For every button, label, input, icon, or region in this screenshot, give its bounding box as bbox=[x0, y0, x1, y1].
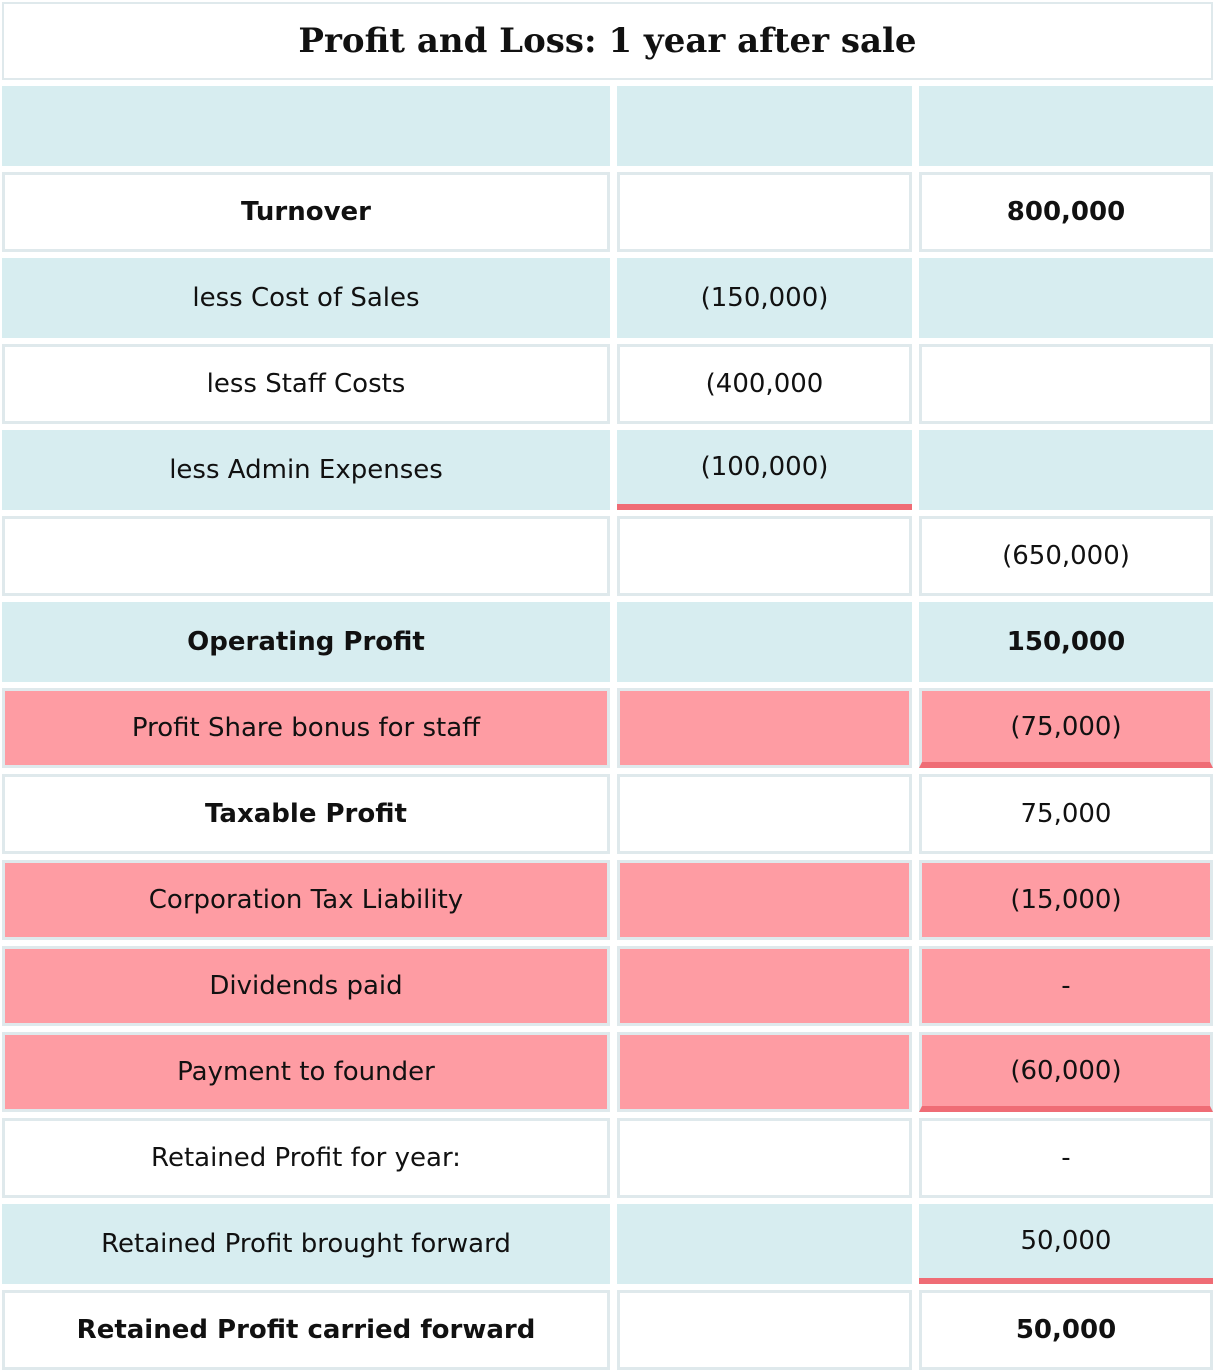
row-col3: 800,000 bbox=[919, 172, 1213, 252]
row-col3: - bbox=[919, 946, 1213, 1026]
row-label: Taxable Profit bbox=[2, 774, 610, 854]
row-label bbox=[2, 86, 610, 166]
table-row-taxable-profit bbox=[0, 774, 1215, 854]
row-col2: (150,000) bbox=[617, 258, 912, 338]
row-col3: 75,000 bbox=[919, 774, 1213, 854]
row-col3 bbox=[919, 86, 1213, 166]
row-col2: (400,000 bbox=[617, 344, 912, 424]
row-col2 bbox=[617, 1118, 912, 1198]
table-row-profit-share bbox=[0, 688, 1215, 768]
table-row-subtotal bbox=[0, 516, 1215, 596]
row-label: Operating Profit bbox=[2, 602, 610, 682]
row-col3: (60,000) bbox=[919, 1032, 1213, 1112]
row-col3: - bbox=[919, 1118, 1213, 1198]
row-col3: 150,000 bbox=[919, 602, 1213, 682]
row-label: Turnover bbox=[2, 172, 610, 252]
row-label: Retained Profit brought forward bbox=[2, 1204, 610, 1284]
row-col2 bbox=[617, 860, 912, 940]
row-label: less Cost of Sales bbox=[2, 258, 610, 338]
row-col2 bbox=[617, 86, 912, 166]
row-col2 bbox=[617, 688, 912, 768]
row-col3: (75,000) bbox=[919, 688, 1213, 768]
row-col2 bbox=[617, 516, 912, 596]
table-row-payment-founder bbox=[0, 1032, 1215, 1112]
row-col2 bbox=[617, 1032, 912, 1112]
row-label: Dividends paid bbox=[2, 946, 610, 1026]
table-row-operating-profit bbox=[0, 602, 1215, 682]
row-col2 bbox=[617, 1290, 912, 1370]
row-col3 bbox=[919, 258, 1213, 338]
table-row-carried-forward bbox=[0, 1290, 1215, 1370]
row-col2 bbox=[617, 946, 912, 1026]
row-col2: (100,000) bbox=[617, 430, 912, 510]
row-label bbox=[2, 516, 610, 596]
table-row-corporation-tax bbox=[0, 860, 1215, 940]
table-row-turnover bbox=[0, 172, 1215, 252]
row-col3 bbox=[919, 430, 1213, 510]
row-label: Retained Profit for year: bbox=[2, 1118, 610, 1198]
table-row-cost-of-sales bbox=[0, 258, 1215, 338]
row-col3: (650,000) bbox=[919, 516, 1213, 596]
row-label: Corporation Tax Liability bbox=[2, 860, 610, 940]
row-col2 bbox=[617, 774, 912, 854]
row-label: less Staff Costs bbox=[2, 344, 610, 424]
table-row-header bbox=[0, 86, 1215, 166]
row-col3: 50,000 bbox=[919, 1290, 1213, 1370]
table-title: Profit and Loss: 1 year after sale bbox=[2, 2, 1213, 80]
table-row-retained-year bbox=[0, 1118, 1215, 1198]
table-row-admin-expenses bbox=[0, 430, 1215, 510]
row-col3 bbox=[919, 344, 1213, 424]
row-label: Retained Profit carried forward bbox=[2, 1290, 610, 1370]
row-col2 bbox=[617, 172, 912, 252]
table-row-staff-costs bbox=[0, 344, 1215, 424]
row-col3: 50,000 bbox=[919, 1204, 1213, 1284]
row-col3: (15,000) bbox=[919, 860, 1213, 940]
table-row-brought-forward bbox=[0, 1204, 1215, 1284]
row-label: Profit Share bonus for staff bbox=[2, 688, 610, 768]
row-col2 bbox=[617, 602, 912, 682]
row-col2 bbox=[617, 1204, 912, 1284]
row-label: less Admin Expenses bbox=[2, 430, 610, 510]
row-label: Payment to founder bbox=[2, 1032, 610, 1112]
table-row-dividends bbox=[0, 946, 1215, 1026]
